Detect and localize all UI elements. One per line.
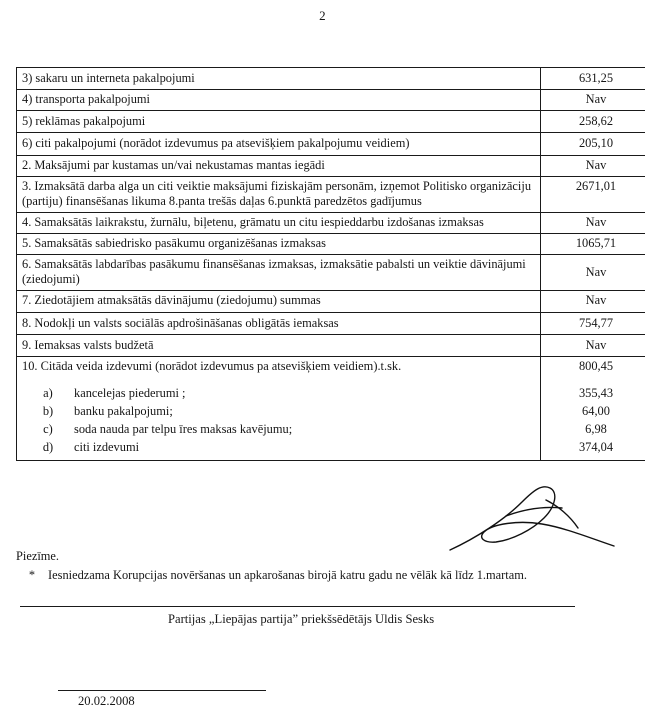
- row-description: 2. Maksājumi par kustamas un/vai nekustamas mantas iegādi: [17, 155, 541, 176]
- sub-item-value-list: [546, 385, 645, 457]
- row-description: 6. Samaksātās labdarības pasākumu finansēšanas izmaksas, izmaksātie pabalsti un veiktie dāvinājumi (ziedojumi): [17, 255, 541, 291]
- list-item: [22, 421, 535, 439]
- date-block: [16, 690, 631, 709]
- row-value: 754,77: [541, 312, 645, 334]
- signature-rule: [20, 606, 575, 607]
- table-row: [17, 212, 645, 233]
- sub-item-text: citi izdevumi: [74, 439, 535, 457]
- row-description: 7. Ziedotājiem atmaksātās dāvinājumu (ziedojumu) summas: [17, 291, 541, 312]
- sub-item-text: soda nauda par telpu īres maksas kavējumu;: [74, 421, 535, 439]
- row-value: Nav: [541, 155, 645, 176]
- row-description: 6) citi pakalpojumi (norādot izdevumus pa atsevišķiem pakalpojumu veidiem): [17, 133, 541, 155]
- sub-item-letter: d): [22, 439, 74, 457]
- row-value: Nav: [541, 90, 645, 111]
- list-item: [22, 403, 535, 421]
- table-row: [17, 133, 645, 155]
- sub-item-value: 374,04: [546, 439, 645, 457]
- date-value: 20.02.2008: [78, 694, 631, 709]
- asterisk-marker: *: [16, 567, 48, 584]
- note-row: [16, 567, 631, 584]
- row-description: 8. Nodokļi un valsts sociālās apdrošināšanas obligātās iemaksas: [17, 312, 541, 334]
- row-description: 4. Samaksātās laikrakstu, žurnālu, biļetenu, grāmatu un citu iespieddarbu izdošanas izmaksas: [17, 212, 541, 233]
- sub-item-text: banku pakalpojumi;: [74, 403, 535, 421]
- row-value: 205,10: [541, 133, 645, 155]
- row-description: 4) transporta pakalpojumi: [17, 90, 541, 111]
- expenses-table-container: [16, 67, 631, 461]
- sub-item-list: [22, 385, 535, 457]
- table-row: [17, 68, 645, 90]
- sub-item-value: 6,98: [546, 421, 645, 439]
- row-value: Nav: [541, 255, 645, 291]
- row-value: Nav: [541, 334, 645, 356]
- signature-block: [16, 606, 631, 627]
- row-description: 5. Samaksātās sabiedrisko pasākumu organizēšanas izmaksas: [17, 234, 541, 255]
- row-value: 1065,71: [541, 234, 645, 255]
- table-row: [17, 234, 645, 255]
- table-row: [17, 111, 645, 133]
- row-value: 800,45: [546, 359, 645, 374]
- table-row: [17, 155, 645, 176]
- notes-section: [16, 548, 631, 583]
- table-row: [17, 255, 645, 291]
- table-row-with-subitems: [17, 356, 645, 460]
- row-description-cell: [17, 356, 541, 460]
- page-number: 2: [0, 8, 645, 24]
- date-rule: [58, 690, 266, 691]
- row-value: 258,62: [541, 111, 645, 133]
- table-row: [17, 291, 645, 312]
- sub-item-letter: b): [22, 403, 74, 421]
- row-value: 631,25: [541, 68, 645, 90]
- sub-item-letter: a): [22, 385, 74, 403]
- spacer: [22, 374, 535, 385]
- sub-item-value: 64,00: [546, 403, 645, 421]
- note-text: Iesniedzama Korupcijas novēršanas un apkarošanas birojā katru gadu ne vēlāk kā līdz 1.martam.: [48, 567, 527, 584]
- row-description: 3) sakaru un interneta pakalpojumi: [17, 68, 541, 90]
- table-row: [17, 312, 645, 334]
- row-description: 3. Izmaksātā darba alga un citi veiktie maksājumi fiziskajām personām, izņemot Politisko organizāciju (partiju) finansēšanas likuma 8.panta trešās daļas 6.punktā paredzētos gadījumus: [17, 176, 541, 212]
- table-body: [17, 68, 645, 461]
- row-value: Nav: [541, 212, 645, 233]
- table-row: [17, 90, 645, 111]
- row-description: 5) reklāmas pakalpojumi: [17, 111, 541, 133]
- row-description: 10. Citāda veida izdevumi (norādot izdevumus pa atsevišķiem veidiem).t.sk.: [22, 359, 535, 374]
- sub-item-text: kancelejas piederumi ;: [74, 385, 535, 403]
- notes-title: Piezīme.: [16, 548, 631, 565]
- table-row: [17, 334, 645, 356]
- list-item: [22, 385, 535, 403]
- sub-item-value: 355,43: [546, 385, 645, 403]
- sub-item-letter: c): [22, 421, 74, 439]
- signature-line-text: Partijas „Liepājas partija” priekšsēdētājs Uldis Sesks: [168, 612, 631, 627]
- row-value: Nav: [541, 291, 645, 312]
- spacer: [546, 374, 645, 385]
- row-value: 2671,01: [541, 176, 645, 212]
- table-row: [17, 176, 645, 212]
- row-value-cell: [541, 356, 645, 460]
- row-description: 9. Iemaksas valsts budžetā: [17, 334, 541, 356]
- expenses-table: [16, 67, 645, 461]
- list-item: [22, 439, 535, 457]
